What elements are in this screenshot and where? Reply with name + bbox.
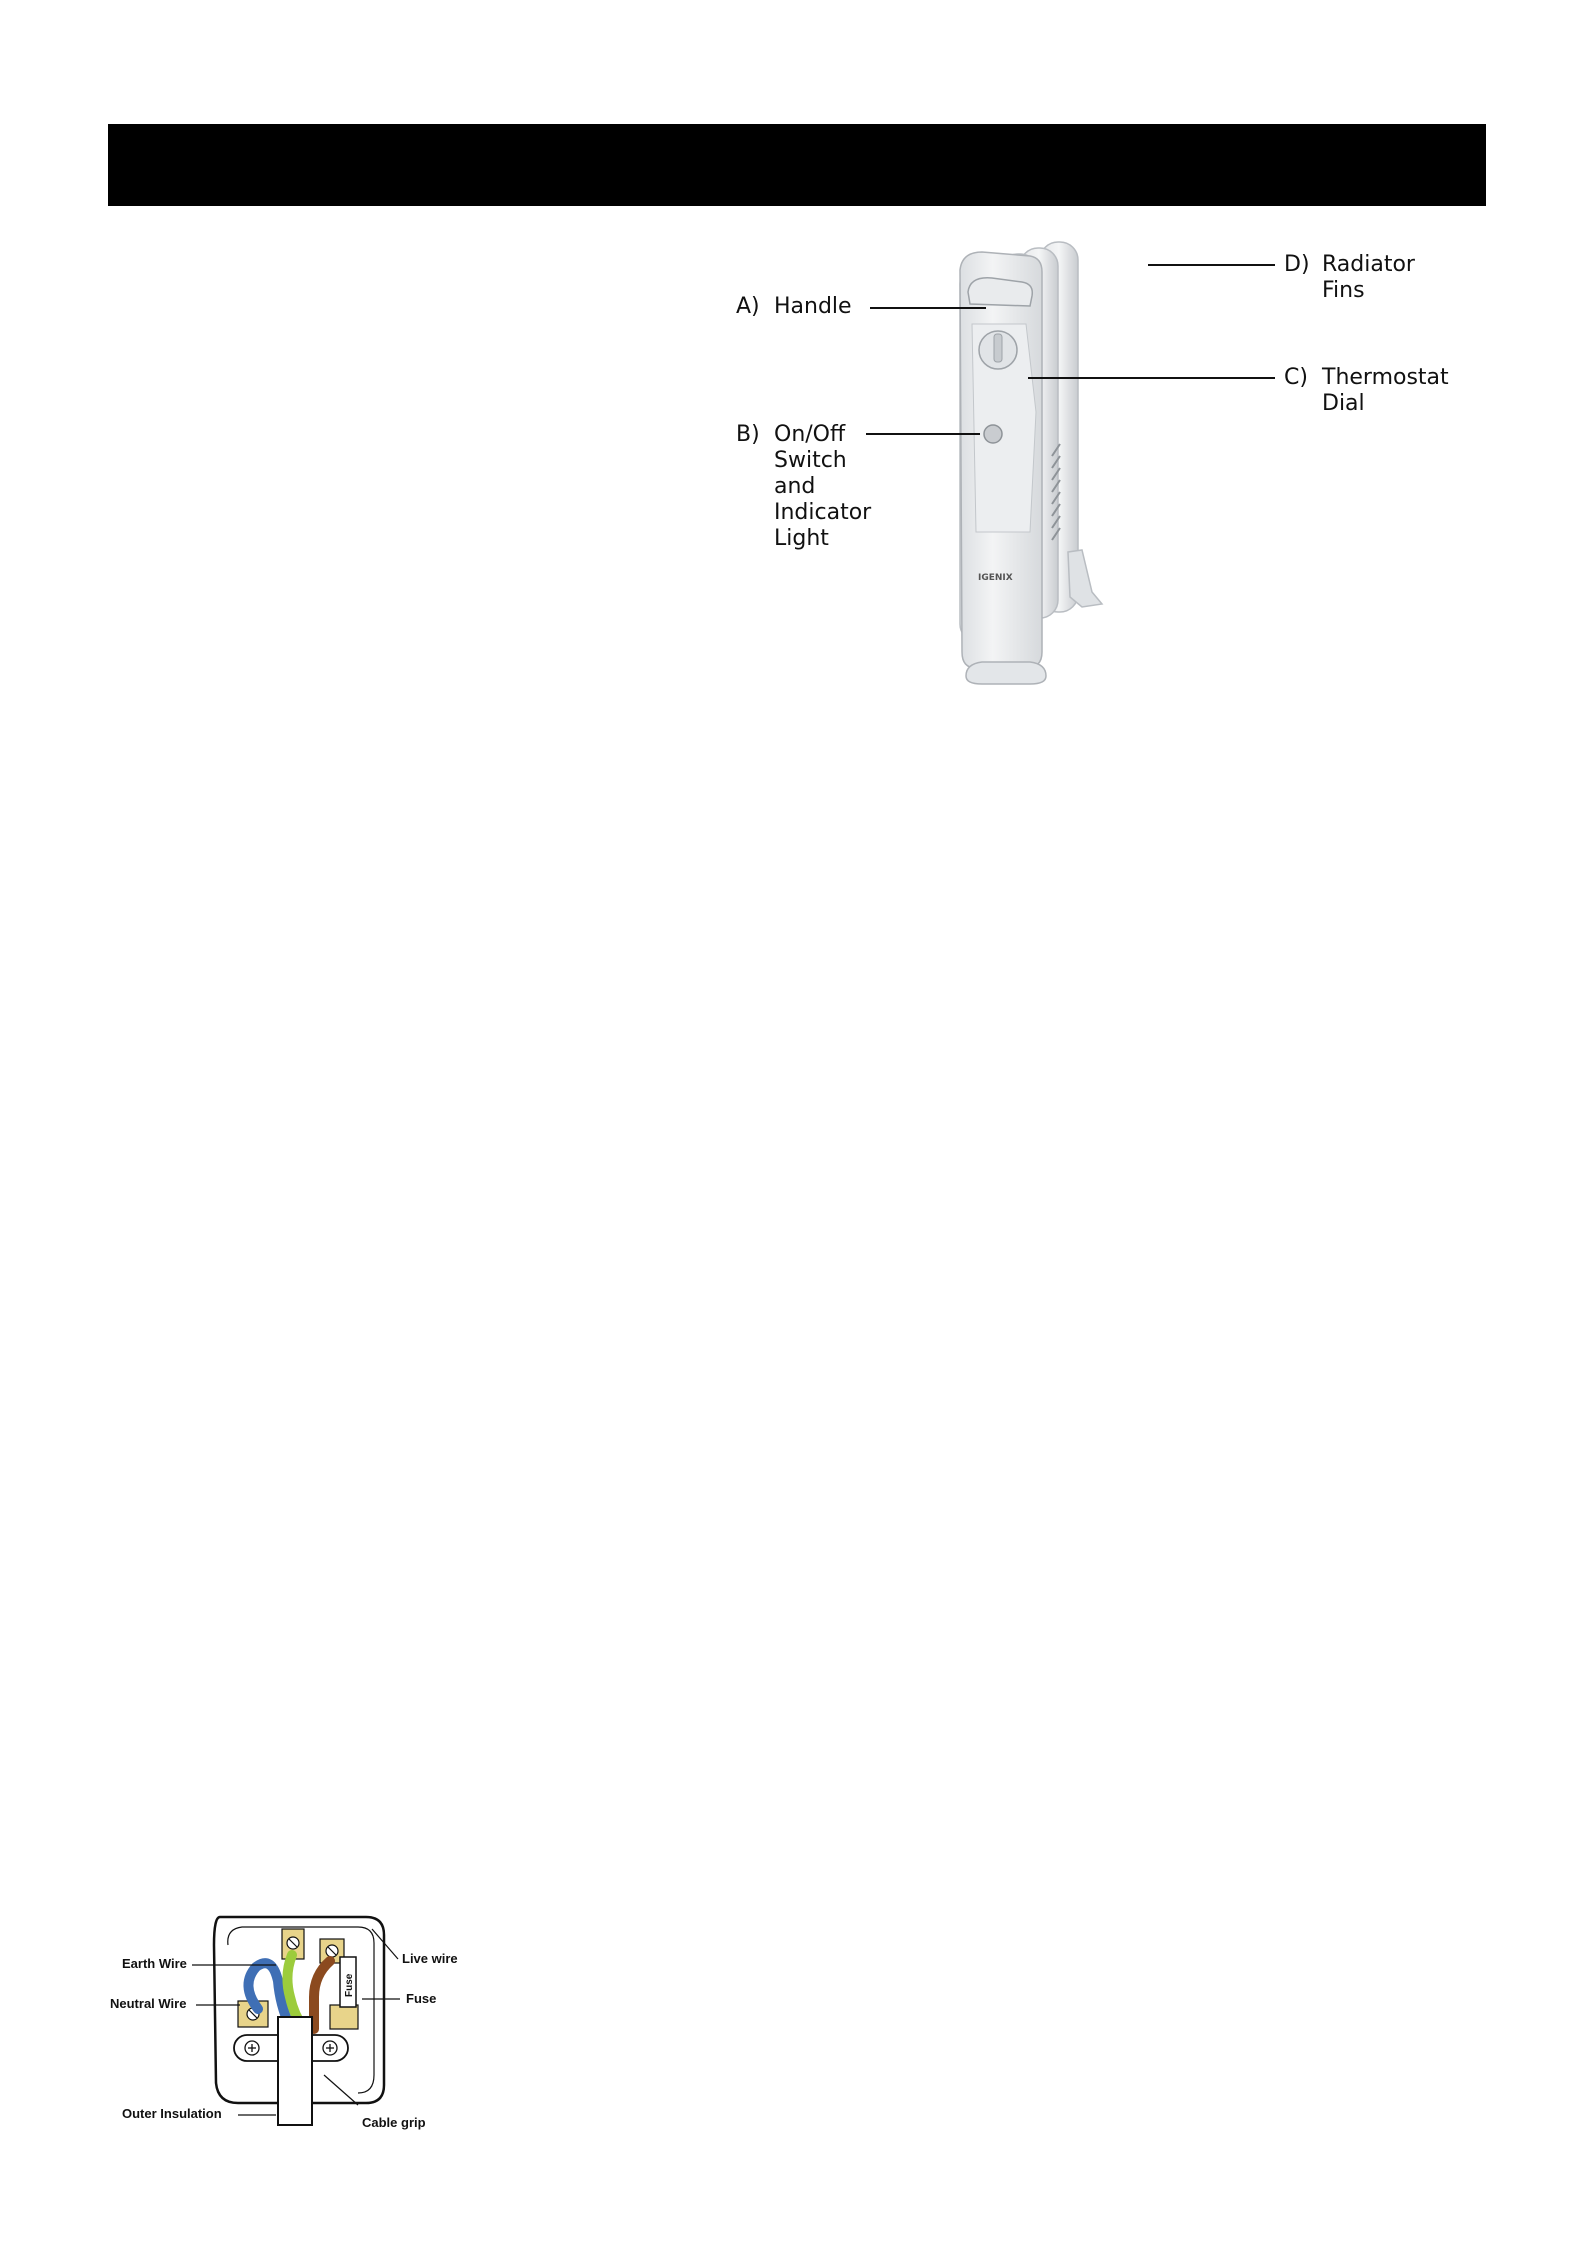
callout-label: On/Off Switch and Indicator Light [774, 422, 872, 551]
label-live-wire: Live wire [402, 1951, 458, 1966]
outer-insulation-shape [278, 2017, 312, 2125]
callout-letter: B) [736, 422, 760, 447]
label-outer-insulation: Outer Insulation [122, 2106, 222, 2121]
label-earth-wire: Earth Wire [122, 1956, 187, 1971]
on-off-switch-shape [984, 425, 1002, 443]
brand-logo: IGENIX [978, 573, 1013, 583]
label-fuse: Fuse [406, 1991, 437, 2006]
rear-foot [1068, 550, 1102, 607]
callout-label: Handle [774, 294, 852, 319]
plug-wiring-diagram [108, 1905, 478, 2135]
header-bar [108, 124, 1486, 206]
heater-diagram [730, 232, 1510, 702]
callout-label: Thermostat Dial [1322, 365, 1449, 416]
fuse-marking: Fuse [344, 1973, 355, 1997]
plug-illustration [108, 1905, 478, 2135]
callout-letter: D) [1284, 252, 1310, 277]
handle-shape [968, 278, 1032, 306]
callout-label: Radiator Fins [1322, 252, 1415, 303]
front-foot [966, 662, 1046, 684]
callout-letter: C) [1284, 365, 1308, 390]
label-cable-grip: Cable grip [362, 2115, 426, 2130]
label-neutral-wire: Neutral Wire [110, 1996, 187, 2011]
callout-letter: A) [736, 294, 760, 319]
